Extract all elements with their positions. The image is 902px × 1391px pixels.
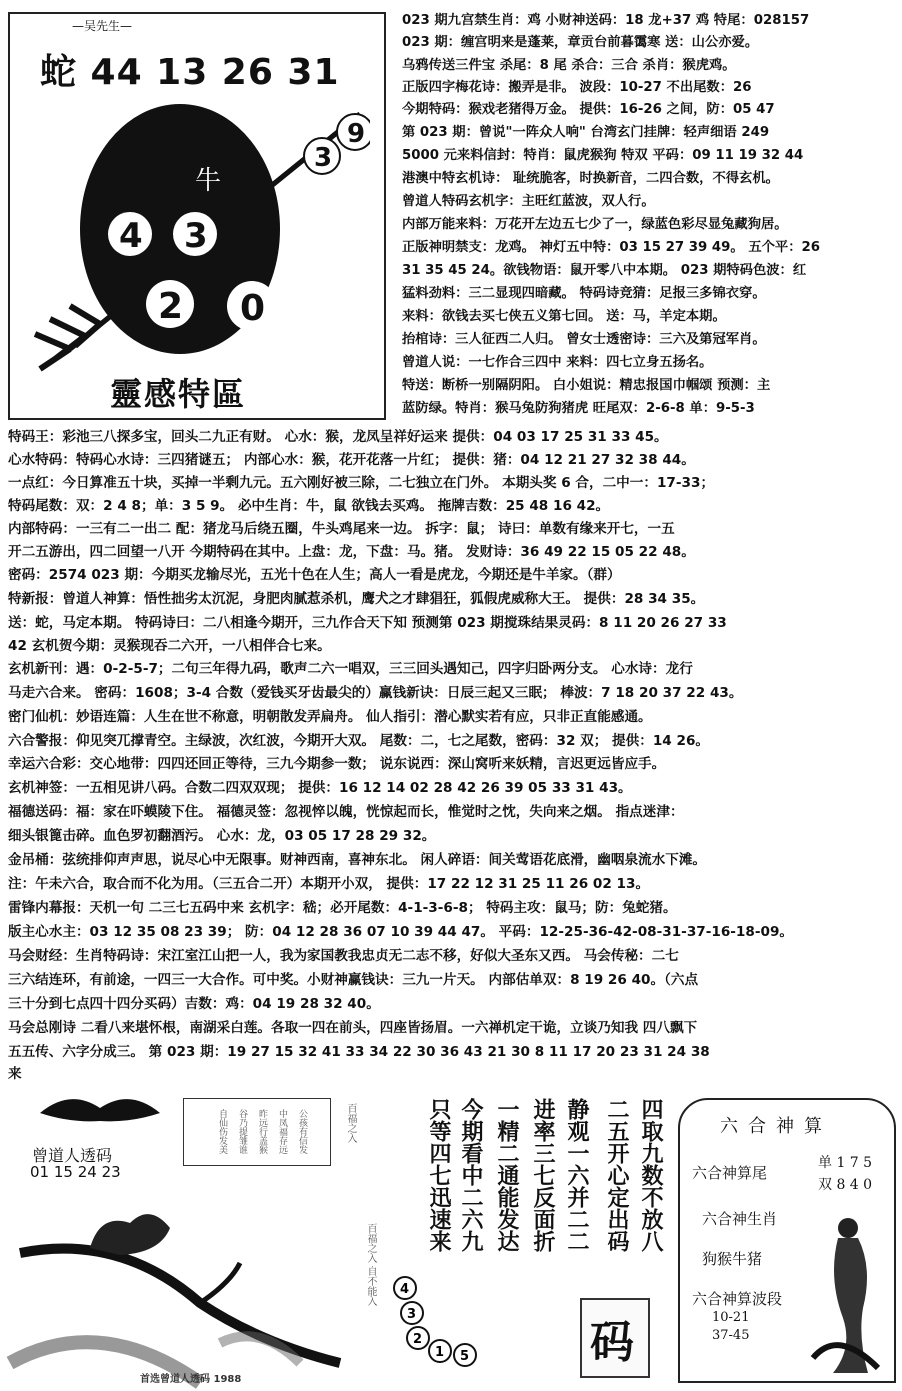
text-line: 抬棺诗：三人征西二人归。 曾女士透密诗：三六及第冠军肖。	[402, 332, 766, 347]
verse-column: 进率三七反面折	[530, 1098, 556, 1252]
ball-number: 3	[314, 143, 333, 173]
text-line: 细头银篦击碎。血色罗初翻酒污。 心水：龙，03 05 17 28 29 32。	[8, 828, 436, 844]
ball-digit: 4	[400, 1282, 410, 1297]
text-line: 特新报：曾道人神算：悟性拙劣太沉泥，身肥肉腻惹杀机，鹰犬之才肆猖狂，狐假虎威称大王。 提供：28 34 35。	[8, 591, 705, 607]
inspiration-zone-box	[8, 12, 386, 420]
cloud-icon	[40, 1099, 160, 1121]
ball-number: 3	[184, 216, 208, 256]
ox-label: 牛	[195, 166, 222, 196]
liuhe-tail-label: 六合神算尾	[692, 1164, 768, 1182]
text-line: 来料：欲钱去买七侠五义第七回。 送：马，羊定本期。	[402, 309, 726, 324]
verse-column: 静观一六并二二	[564, 1098, 590, 1252]
liuhe-zodiac: 狗猴牛猪	[702, 1250, 763, 1268]
text-line: 正版四字梅花诗：搬弄是非。 波段：10-27 不出尾数：26	[402, 80, 752, 95]
box-verse: 公孩有信发	[297, 1109, 307, 1154]
text-line: 曾道人特码玄机字：主旺红蓝波，双人行。	[402, 194, 655, 209]
text-line: 猛料劲料：三二显现四暗藏。 特码诗竞猜：足报三多锦衣穿。	[402, 286, 766, 301]
box-verse: 自仙伤发美	[217, 1109, 227, 1154]
text-line: 一点红：今日算准五十块，买掉一半剩九元。五六刚好被三除，二七独立在门外。 本期头奖 6 合，二中一：17-33；	[8, 475, 715, 491]
text-line: 密码：2574 023 期：今期买龙输尽光，五光十色在人生；高人一看是虎龙，今期还是牛羊家。（群）	[8, 567, 621, 583]
bottom-section	[0, 1083, 902, 1391]
small-verse-box	[183, 1098, 331, 1166]
ball-digit: 2	[413, 1332, 423, 1347]
verse-column: 一精二通能发达	[494, 1098, 520, 1252]
verse-column: 二五开心定出码	[604, 1098, 630, 1252]
zodiac-numbers: 蛇 44 13 26 31	[40, 52, 340, 93]
text-line: 心水特码：特码心水诗：三四猪谜五； 内部心水：猴，花开花落一片红； 提供：猪：04 12 21 27 32 38 44。	[8, 452, 695, 468]
brand-title: 靈感特區	[110, 375, 247, 413]
text-line: 注：午未六合，取合而不化为用。（三五合二开）本期开小双， 提供：17 22 12 31 25 11 26 02 13。	[8, 876, 650, 892]
text-line: 特码王：彩池三八探多宝，回头二九正有财。 心水：猴，龙凤呈祥好运来 提供：04 03 17 25 31 33 45。	[8, 429, 668, 445]
text-line: 曾道人说：一七作合三四中 来料：四七立身五扬名。	[402, 355, 713, 370]
text-line: 马会总刚诗 二看八来堪怀根，南湖采白莲。各取一四在前头，四座皆扬眉。一六禅机定干诡，立谈乃知我 四八飘下	[8, 1020, 698, 1036]
liuhe-title: 六合神算	[720, 1116, 832, 1137]
text-line: 玄机神签：一五相见讲八码。合数二四双双现； 提供：16 12 14 02 28 42 26 39 05 33 31 43。	[8, 780, 632, 796]
box-verse: 谷乃提雏谁	[237, 1109, 247, 1154]
verse-column: 只等四七迅速来	[426, 1098, 452, 1252]
text-line: 马走六合来。 密码：1608；3-4 合数（爱钱买牙齿最尖的）赢钱新诀：日辰三起又三眠； 棒波：7 18 20 37 22 43。	[8, 685, 743, 701]
liuhe-wave-label: 六合神算波段	[692, 1290, 783, 1308]
faint-vertical-text: 百福之入 自不能入	[365, 1223, 376, 1307]
box-verse: 昨远行盖猴	[257, 1109, 267, 1154]
ball-digit: 1	[435, 1345, 445, 1360]
text-line: 023 期：缠宫明来是蓬莱，章贡台前暮霭寒 送：山公亦爱。	[402, 35, 759, 50]
text-line: 来	[8, 1066, 22, 1082]
text-line: 内部万能来料：万花开左边五七少了一，绿蓝色彩尽显兔藏狗居。	[402, 217, 788, 232]
text-line: 内部特码：一三有二一出二 配：猪龙马后绕五圈，牛头鸡尾来一边。 拆字：鼠； 诗曰：单数有缘来开七，一五	[8, 521, 675, 537]
text-line: 雷锋内幕报：天机一句 二三七五码中来 玄机字：嵇；必开尾数：4-1-3-6-8； 特码主攻：鼠马；防：兔蛇猪。	[8, 900, 677, 916]
text-line: 开二五游出，四二回望一八开 今期特码在其中。上盘：龙，下盘：马。猪。 发财诗：36 49 22 15 05 22 48。	[8, 544, 695, 560]
bird-icon	[90, 1214, 170, 1255]
liuhe-zodiac-label: 六合神生肖	[702, 1210, 778, 1228]
text-line: 幸运六合彩：交心地带：四四还回正等待，三九今期参一数； 说东说西：深山窝听来妖精，言迟更远皆应手。	[8, 756, 666, 772]
text-line: 三十分到七点四十四分买码）吉数：鸡：04 19 28 32 40。	[8, 996, 380, 1012]
liuhe-wave1: 10-21	[712, 1310, 750, 1325]
ball-number: 9	[347, 119, 366, 149]
text-line: 42 玄机贺今期：灵猴现吞二六开，一八相伴合七来。	[8, 638, 331, 654]
text-line: 五五传、六字分成三。 第 023 期：19 27 15 32 41 33 34 22 30 36 43 21 30 8 11 17 20 23 31 24 38	[8, 1044, 710, 1060]
text-line: 5000 元来料信封：特肖：鼠虎猴狗 特双 平码：09 11 19 32 44	[402, 148, 804, 163]
immortal-figure-icon	[808, 1208, 888, 1378]
author-label: —吴先生—	[68, 17, 136, 34]
box-verse: 中凤福存远	[277, 1109, 287, 1154]
ma-character: 码	[590, 1317, 634, 1368]
ball-number: 4	[119, 216, 143, 256]
text-line: 今期特码：猴戏老猪得万金。 提供：16-26 之间，防：05 47	[402, 102, 775, 117]
text-line: 特码尾数：双：2 4 8；单：3 5 9。 必中生肖：牛，鼠 欲钱去买鸡。 拖牌吉数：25 48 16 42。	[8, 498, 610, 514]
egg-arrow-illustration	[30, 84, 370, 374]
text-line: 六合警报：仰见突兀撑青空。主绿波，次红波，今期开大双。 尾数：二，七之尾数，密码：32 双； 提供：14 26。	[8, 733, 709, 749]
ball-number: 0	[240, 288, 266, 329]
text-line: 特送：断桥一别隔阴阳。 白小姐说：精忠报国巾帼颂 预测：主	[402, 378, 771, 393]
text-line: 乌鸦传送三件宝 杀尾：8 尾 杀合：三合 杀肖：猴虎鸡。	[402, 58, 736, 73]
verse-column: 今期看中二六九	[458, 1098, 484, 1252]
text-line: 三六结连环，有前途，一四三一大合作。可中奖。小财神赢钱诀：三九一片天。 内部估单双：8 19 26 40。（六点	[8, 972, 699, 988]
ball-number: 2	[158, 286, 184, 327]
text-line: 023 期九宫禁生肖：鸡 小财神送码：18 龙+37 鸡 特尾：028157	[402, 13, 810, 28]
faint-vertical-text: 百福之入	[345, 1103, 356, 1143]
text-line: 送：蛇，马定本期。 特码诗曰：二八相逢今期开，三九作合天下知 预测第 023 期搅珠结果灵码：8 11 20 26 27 33	[8, 615, 727, 631]
text-line: 马会财经：生肖特码诗：宋江室江山把一人，我为家国教我忠贞无二志不移，好似大圣东又西。 马会传秘：二七	[8, 948, 679, 964]
text-line: 玄机新刊：遇：0-2-5-7；二句三年得九码，歌声二六一唱双，三三回头遇知己，四字归卧两分支。 心水诗：龙行	[8, 661, 693, 677]
liuhe-double: 双 8 4 0	[818, 1177, 873, 1193]
text-line: 第 023 期：曾说"一阵众人响" 台湾玄门挂牌：轻声细语 249	[402, 125, 770, 140]
text-line: 福德送码：福：家在吓蟆陵下住。 福德灵签：忽视悴以魄，恍惊起而长，惟觉时之忱，失向来之烟。 指点迷津：	[8, 804, 684, 820]
arrow-fletching	[35, 306, 100, 369]
text-line: 版主心水主：03 12 35 08 23 39； 防：04 12 28 36 07 10 39 44 47。 平码：12-25-36-42-08-31-37-16-18-09。	[8, 924, 794, 940]
ma-box	[580, 1298, 650, 1378]
text-line: 港澳中特玄机诗： 耻统脆客，时换新音，二四合数，不得玄机。	[402, 171, 779, 186]
ball-chain	[390, 1273, 485, 1373]
zeng-label: 曾道人透码	[32, 1146, 113, 1165]
text-line: 正版神明禁支：龙鸡。 神灯五中特：03 15 27 39 49。 五个平：26	[402, 240, 821, 255]
liuhe-single: 单 1 7 5	[818, 1155, 873, 1171]
text-line: 密门仙机：妙语连篇：人生在世不称意，明朝散发弄扁舟。 仙人指引：潜心默实若有应，只非正直能感通。	[8, 709, 652, 725]
ball-digit: 3	[407, 1307, 417, 1322]
text-line: 31 35 45 24。欲钱物语：鼠开零八中本期。 023 期特码色波：红	[402, 263, 807, 278]
ball-digit: 5	[460, 1349, 470, 1364]
bottom-caption: 首选曾道人透码 1988	[140, 1374, 242, 1385]
verse-column: 四取九数不放八	[638, 1098, 664, 1252]
zeng-numbers: 01 15 24 23	[30, 1163, 121, 1181]
text-line: 蓝防绿。特肖：猴马兔防狗猪虎 旺尾双：2-6-8 单：9-5-3	[402, 401, 755, 416]
liuhe-suan-box	[678, 1098, 896, 1383]
text-line: 金吊桶：弦统排仰声声思，说尽心中无限事。财神西南，喜神东北。 闲人碎语：间关莺语花底滑，幽咽泉流水下滩。	[8, 852, 707, 868]
liuhe-wave2: 37-45	[712, 1328, 750, 1343]
